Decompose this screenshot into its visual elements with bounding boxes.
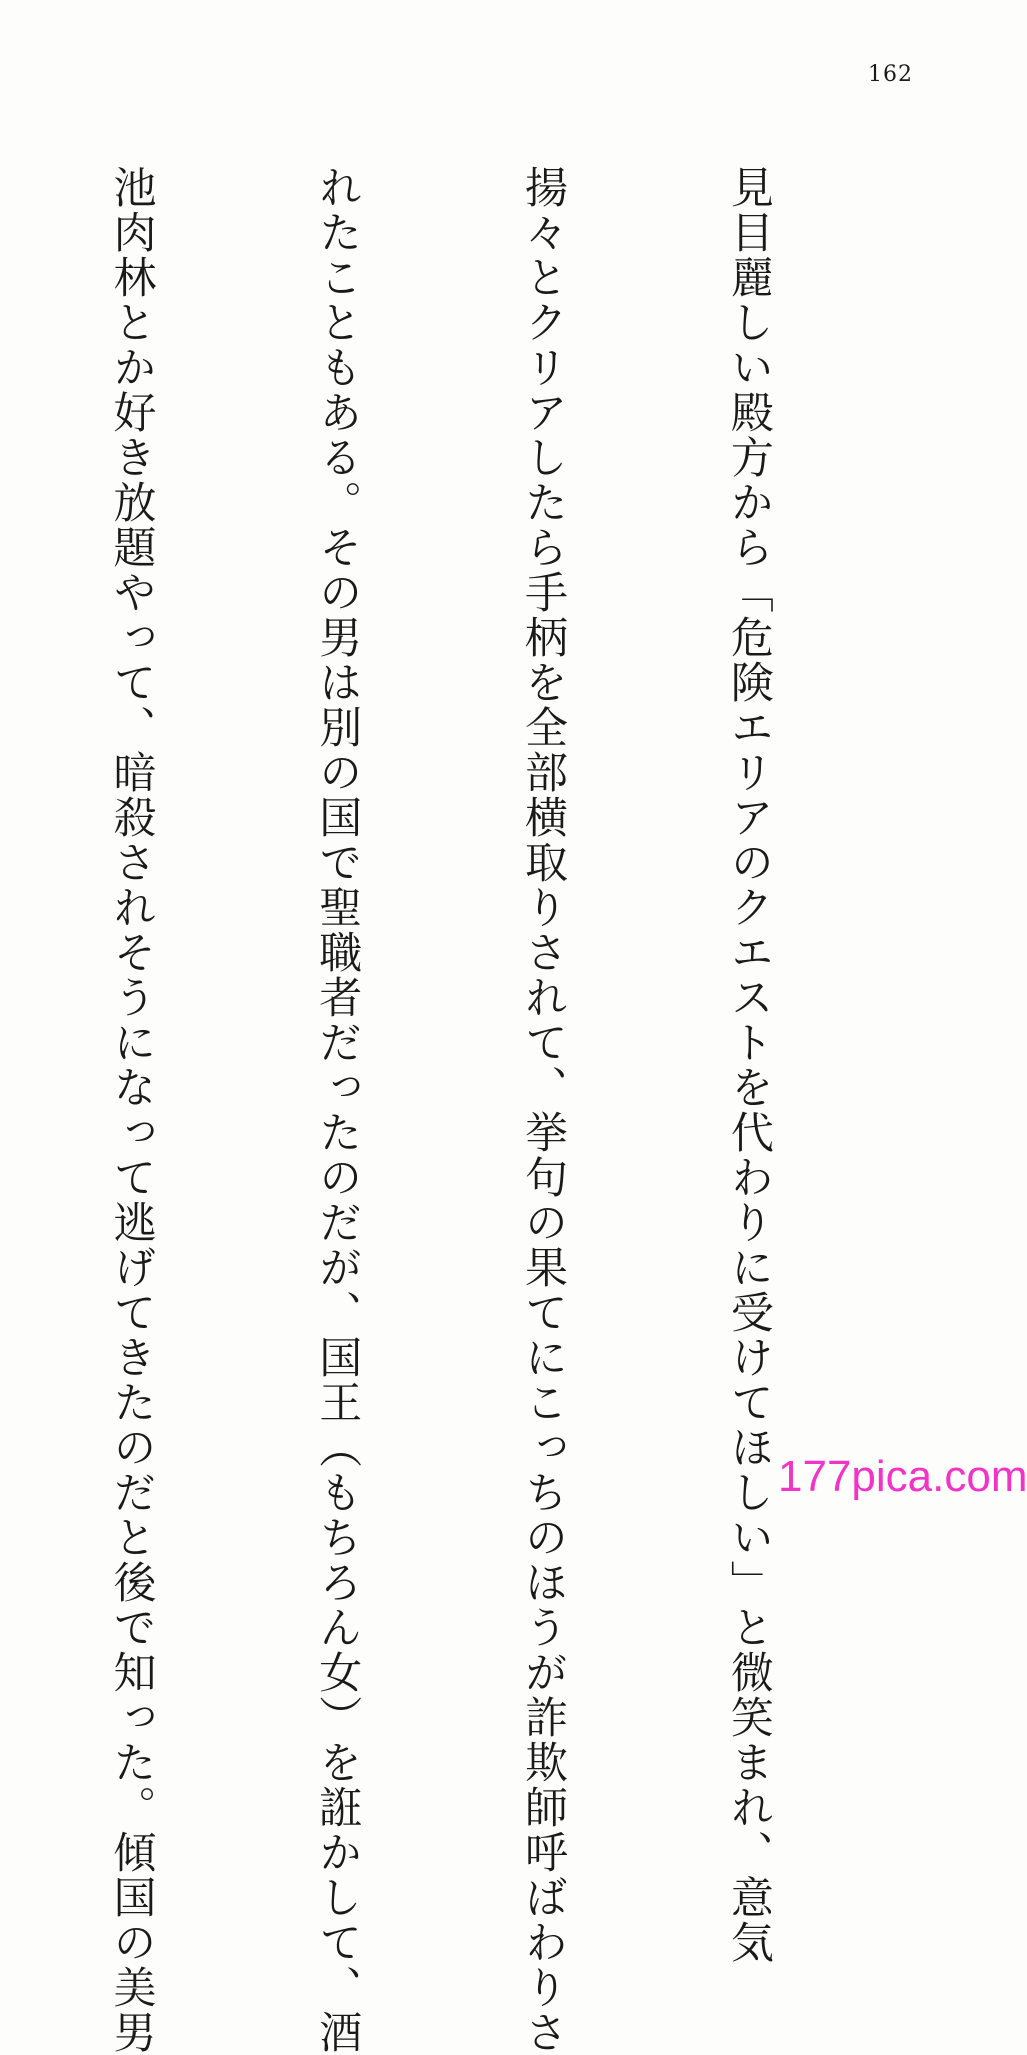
text-column: れたこともある。その男は別の国で聖職者だったのだが、国王（もちろん女）を誑かして、酒	[312, 165, 363, 2055]
text-column: 池肉林とか好き放題やって、暗殺されそうになって逃げてきたのだと後で知った。傾国の美男	[106, 165, 157, 2055]
text-column: 見目麗しい殿方から「危険エリアのクエストを代わりに受けてほしい」と微笑まれ、意気	[723, 165, 774, 1965]
watermark: 177pica.com	[778, 1452, 1027, 1501]
page-number: 162	[868, 62, 913, 87]
text-column: 揚々とクリアしたら手柄を全部横取りされて、挙句の果てにこっちのほうが詐欺師呼ばわりさ	[518, 165, 569, 2055]
